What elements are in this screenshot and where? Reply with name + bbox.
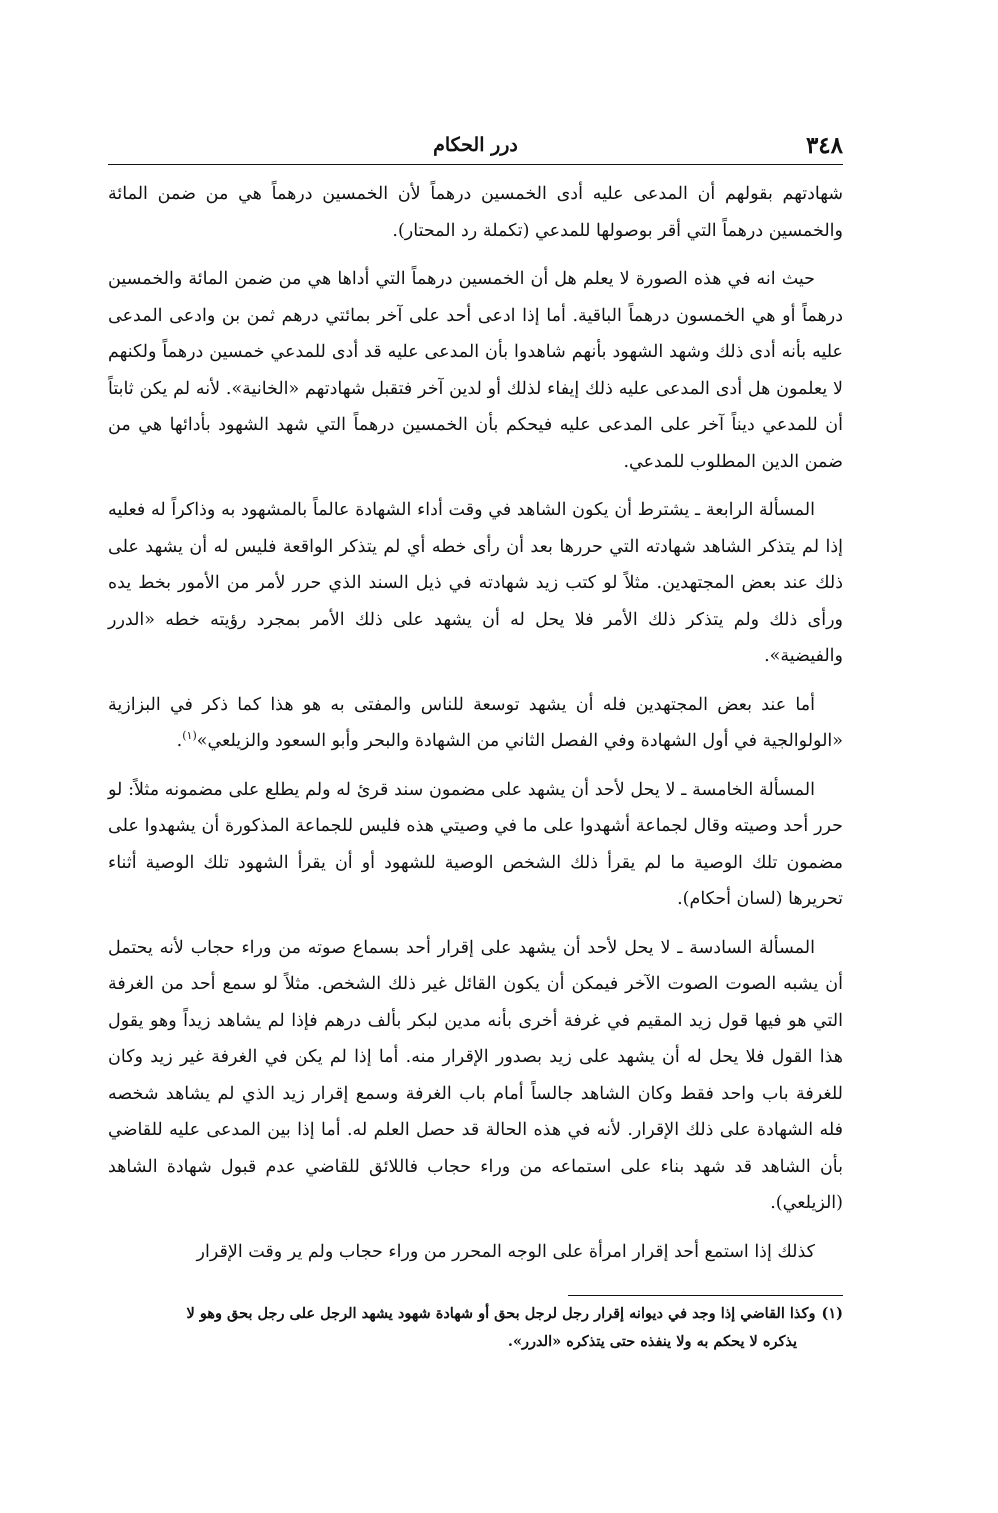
footnote: [108, 1300, 843, 1356]
paragraph-text: أما عند بعض المجتهدين فله أن يشهد توسعة للناس والمفتى به هو هذا كما ذكر في البزازية «الولوالجية في أول الشهادة وفي الفصل الثاني من الشهادة والبحر وأبو السعود والزيلعي»: [108, 694, 843, 751]
paragraph-text: حيث انه في هذه الصورة لا يعلم هل أن الخمسين درهماً التي أداها هي من ضمن المائة والخمسين درهماً أو هي الخمسون درهماً الباقية. أما إذا ادعى أحد على آخر بمائتي درهم ثمن بن وادعى المدعى عليه بأنه أدى ذلك وشهد الشهود بأنهم شاهدوا بأن المدعى عليه قد أدى للمدعي خمسين درهماً ولكنهم لا يعلمون هل أدى المدعى عليه ذلك إيفاء لذلك أو لدين آخر فتقبل شهادتهم «الخانية». لأنه لم يكن ثابتاً أن للمدعي ديناً آخر على المدعى عليه فيحكم بأن الخمسين درهماً التي شهد الشهود بأدائها هي من ضمن الدين المطلوب للمدعي.: [108, 269, 843, 472]
footnote-number: (١): [821, 1305, 843, 1322]
header-rule: [108, 164, 843, 165]
page-header: [108, 130, 843, 164]
paragraph: [108, 261, 843, 480]
paragraph-text: المسألة الرابعة ـ يشترط أن يكون الشاهد في وقت أداء الشهادة عالماً بالمشهود به وذاكراً له فعليه إذا لم يتذكر الشاهد شهادته التي حررها بعد أن رأى خطه أي لم يتذكر الواقعة فليس له أن يشهد على ذلك عند بعض المجتهدين. مثلاً لو كتب زيد شهادته في ذيل السند الذي حرر لأمر من الأمور بخط يده ورأى ذلك ولم يتذكر ذلك الأمر فلا يحل له أن يشهد على ذلك الأمر بمجرد رؤيته خطه «الدرر والفيضية».: [108, 500, 843, 666]
footnote-text: يذكره لا يحكم به ولا ينفذه حتى يتذكره «الدرر».: [507, 1333, 797, 1350]
paragraph: [108, 1234, 843, 1271]
footnote-line: [108, 1300, 843, 1328]
paragraph-text: المسألة السادسة ـ لا يحل لأحد أن يشهد على إقرار أحد بسماع صوته من وراء حجاب لأنه يحتمل أن يشبه الصوت الصوت الآخر فيمكن أن يكون القائل غير ذلك الشخص. مثلاً لو سمع أحد من الغرفة التي هو فيها قول زيد المقيم في غرفة أخرى بأنه مدين لبكر بألف درهم فإذا لم يشاهد زيداً وهو يقول هذا القول فلا يحل له أن يشهد على زيد بصدور الإقرار منه. أما إذا لم يكن في الغرفة غير زيد وكان للغرفة باب واحد فقط وكان الشاهد جالساً أمام باب الغرفة وسمع إقرار زيد الذي لم يشاهد شخصه فله الشهادة على ذلك الإقرار. لأنه في هذه الحالة قد حصل العلم له. أما إذا بين المدعى عليه للقاضي بأن الشاهد قد شهد بناء على استماعه من وراء حجاب فاللائق للقاضي عدم قبول شهادة الشاهد (الزيلعي).: [108, 937, 843, 1213]
paragraph-issue-5: [108, 772, 843, 918]
paragraph-continuation: [108, 176, 843, 249]
paragraph: أما عند بعض المجتهدين فله أن يشهد توسعة للناس والمفتى به هو هذا كما ذكر في البزازية «الولوالجية في أول الشهادة وفي الفصل الثاني من الشهادة والبحر وأبو السعود والزيلعي»$^{(١)}$.: [108, 694, 843, 751]
footnote-line: [108, 1328, 843, 1356]
footnote-rule: [568, 1295, 843, 1296]
paragraph-text: كذلك إذا استمع أحد إقرار امرأة على الوجه المحرر من وراء حجاب ولم ير وقت الإقرار: [196, 1241, 815, 1262]
paragraph-issue-4: [108, 492, 843, 675]
paragraph-text: شهادتهم بقولهم أن المدعى عليه أدى الخمسين درهماً لأن الخمسين درهماً هي من ضمن المائة والخمسين درهماً التي أقر بوصولها للمدعي (تكملة رد المحتار).: [108, 184, 843, 241]
footnote-text: وكذا القاضي إذا وجد في ديوانه إقرار رجل لرجل بحق أو شهادة شهود يشهد الرجل على رجل بحق وهو لا: [186, 1305, 816, 1322]
footnote-reference: (١): [182, 729, 197, 743]
page-number: ٣٤٨: [805, 132, 843, 159]
paragraph-text: المسألة الخامسة ـ لا يحل لأحد أن يشهد على مضمون سند قرئ له ولم يطلع على مضمونه مثلاً: لو حرر أحد وصيته وقال لجماعة أشهدوا على ما في وصيتي هذه فليس للجماعة المذكورة أن يشهدوا على مضمون تلك الوصية ما لم يقرأ ذلك الشخص الوصية للشهود أو أن يقرأ الشهود تلك الوصية أثناء تحريرها (لسان أحكام).: [108, 779, 843, 909]
paragraph-issue-6: [108, 930, 843, 1222]
body-text: [108, 176, 843, 1282]
running-title: درر الحكام: [433, 134, 518, 156]
